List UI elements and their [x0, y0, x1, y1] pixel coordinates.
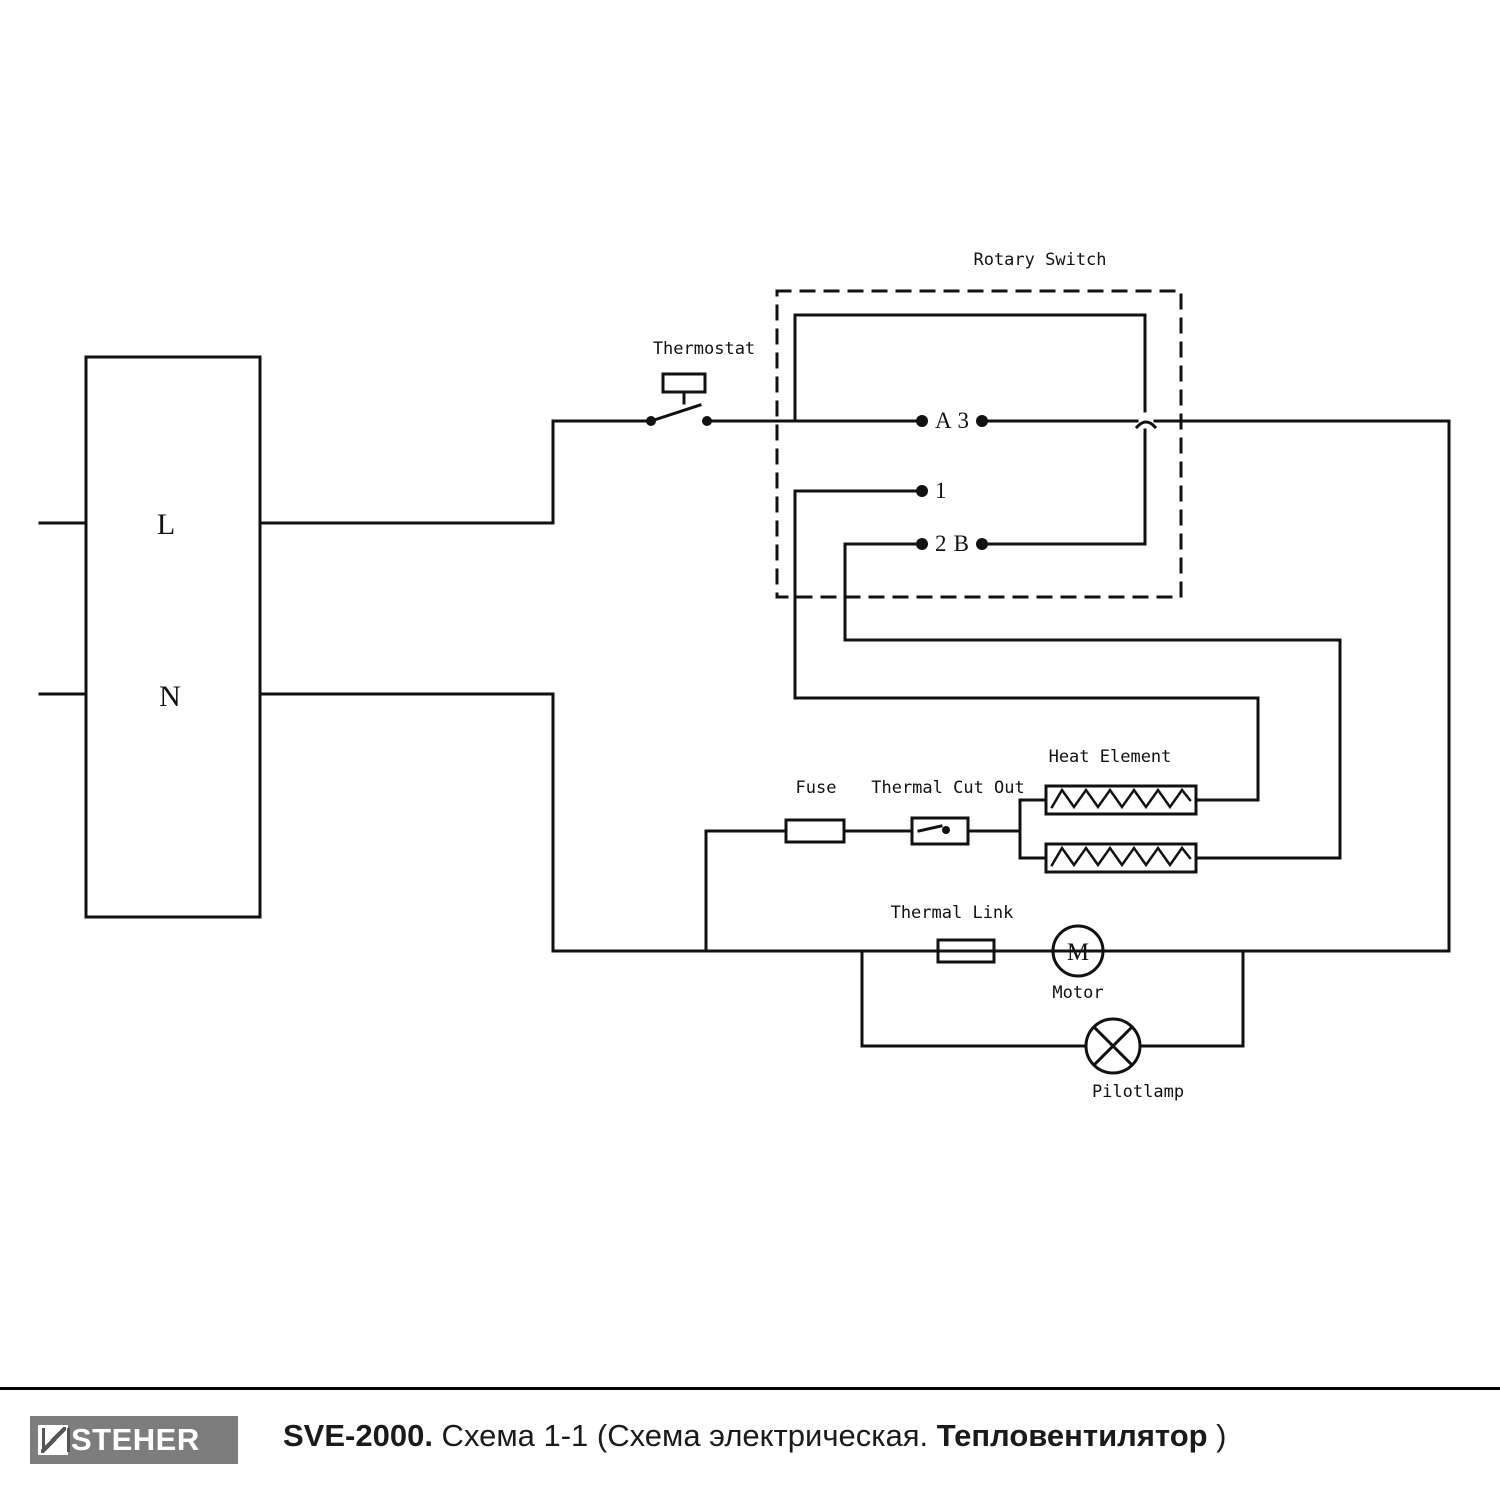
thermal-cut-out-contact — [942, 826, 950, 834]
caption-model: SVE-2000. — [283, 1418, 433, 1453]
thermostat-label: Thermostat — [652, 339, 756, 359]
wiper-arc — [1137, 422, 1155, 427]
heat-element-label: Heat Element — [1048, 747, 1172, 767]
terminal-1-label: 1 — [935, 478, 947, 503]
fuse-body — [786, 820, 844, 842]
motor-symbol-label: M — [1066, 939, 1090, 966]
terminal-b-label: B — [953, 531, 969, 556]
terminal-3-label: 3 — [957, 408, 969, 433]
caption-part2: Тепловентилятор — [936, 1418, 1208, 1453]
terminal-a-dot — [916, 415, 928, 427]
thermal-cut-out-label: Thermal Cut Out — [871, 778, 1025, 798]
diagram-caption — [283, 1418, 1227, 1454]
supply-block — [86, 357, 260, 917]
footer-bar — [0, 1387, 1500, 1500]
neutral-terminal-label: N — [159, 680, 181, 713]
steher-logo — [30, 1416, 238, 1464]
fuse-label: Fuse — [795, 778, 837, 798]
motor-label: Motor — [1052, 983, 1104, 1003]
thermostat-blade — [651, 405, 700, 421]
caption-part3: ) — [1207, 1418, 1227, 1453]
thermal-cut-out-blade — [919, 826, 941, 831]
rotary-switch-enclosure — [777, 291, 1181, 597]
pilotlamp-label: Pilotlamp — [1091, 1082, 1185, 1102]
brand-mark-icon — [38, 1425, 68, 1455]
heat-element-2-coil — [1052, 848, 1190, 865]
heat-element-1-coil — [1052, 790, 1190, 807]
caption-part1: Схема 1-1 (Схема электрическая. — [432, 1418, 937, 1453]
thermal-link-label: Thermal Link — [890, 903, 1014, 923]
rotary-switch-label: Rotary Switch — [973, 250, 1107, 270]
logo-text: STEHER — [71, 1422, 200, 1457]
live-terminal-label: L — [156, 508, 176, 541]
thermostat-body — [663, 374, 705, 392]
terminal-a-label: A — [935, 408, 952, 433]
terminal-2-label: 2 — [935, 531, 947, 556]
